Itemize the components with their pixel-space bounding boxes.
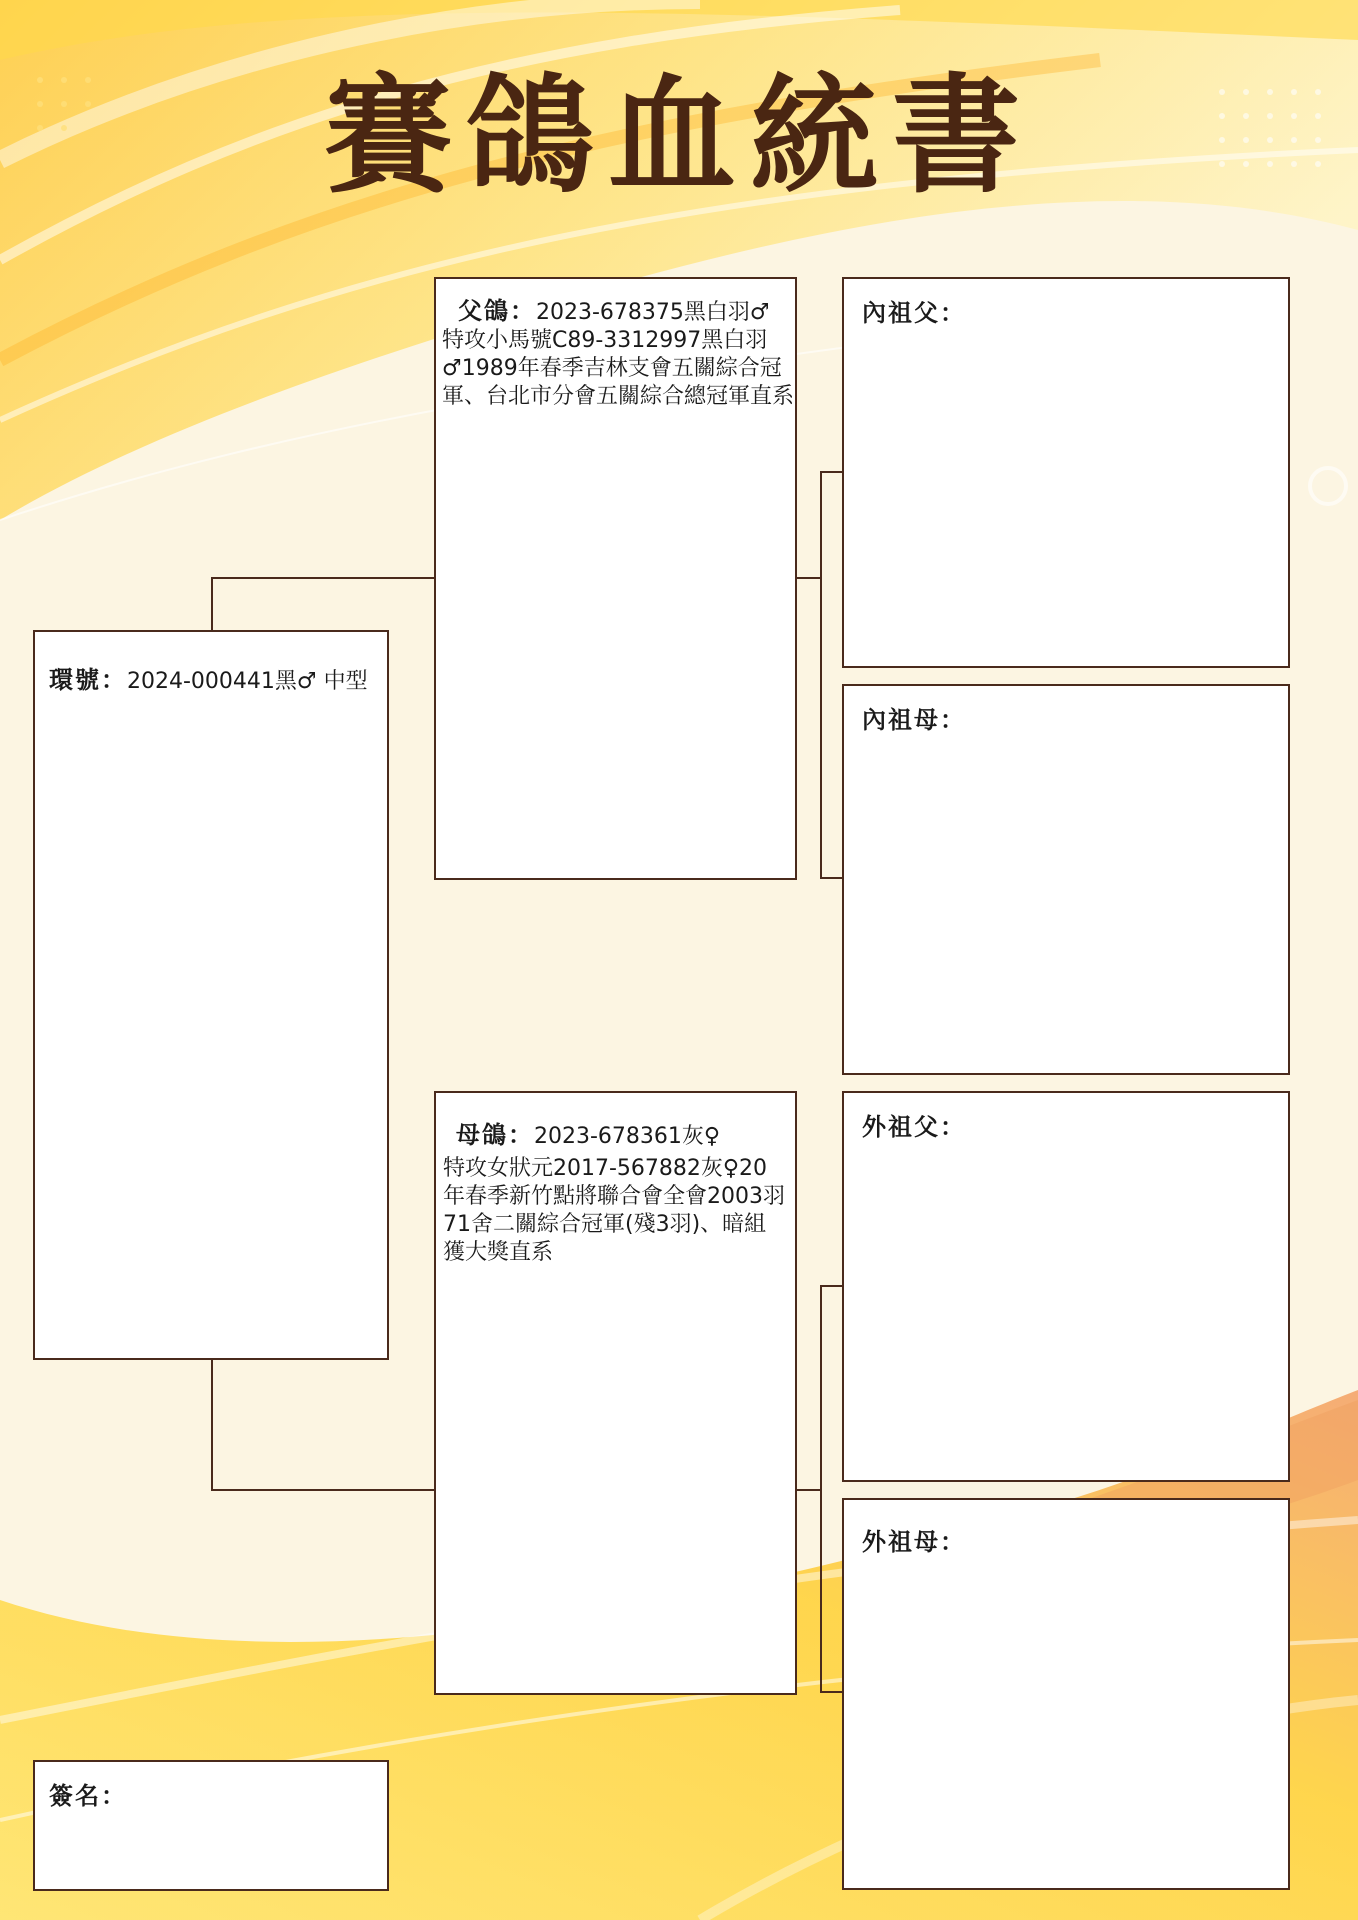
maternal-grandfather-box <box>842 1091 1290 1482</box>
bird-ring-label: 環號 <box>49 666 101 694</box>
paternal-grandfather-box <box>842 277 1290 668</box>
dam-description: 特攻女狀元2017-567882灰♀20年春季新竹點將聯合會全會2003羽71舍二關綜合冠軍(殘3羽)、暗組獲大獎直系 <box>443 1156 785 1265</box>
bird-box <box>33 630 389 1360</box>
paternal-grandfather-label: 內祖父： <box>862 299 966 327</box>
sire-ring-value: 2023-678375黑白羽♂ <box>536 300 770 325</box>
dam-label: 母鴿 <box>456 1121 508 1149</box>
sire-description: 特攻小馬號C89-3312997黑白羽♂1989年春季吉林支會五關綜合冠軍、台北市分會五關綜合總冠軍直系 <box>442 328 795 409</box>
dam-box <box>434 1091 797 1695</box>
signature-label: 簽名： <box>49 1782 127 1810</box>
paternal-grandmother-box <box>842 684 1290 1075</box>
paternal-grandmother-label: 內祖母： <box>862 706 966 734</box>
bird-ring-colon: ： <box>101 666 127 694</box>
maternal-grandmother-box <box>842 1498 1290 1890</box>
sire-colon: ： <box>510 297 536 325</box>
maternal-grandfather-label: 外祖父： <box>862 1113 966 1141</box>
document-title: 賽鴿血統書 <box>323 62 1034 211</box>
maternal-grandmother-label: 外祖母： <box>862 1528 966 1556</box>
signature-box[interactable] <box>33 1760 389 1891</box>
dam-colon: ： <box>508 1121 534 1149</box>
bird-ring-value: 2024-000441黑♂ 中型 <box>127 669 368 694</box>
sire-label: 父鴿 <box>458 297 510 325</box>
sire-box <box>434 277 797 880</box>
dam-ring-value: 2023-678361灰♀ <box>534 1124 721 1149</box>
